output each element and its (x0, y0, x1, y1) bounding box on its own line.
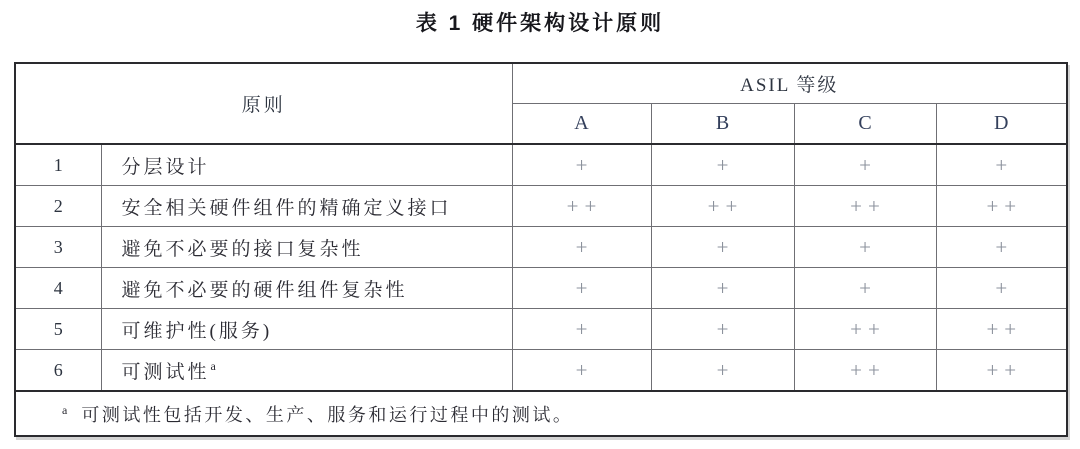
footnote-row (15, 391, 1067, 436)
footnote-marker: a (62, 402, 68, 417)
table-row-6 (15, 350, 1067, 392)
principle-cell: 避免不必要的硬件组件复杂性 (101, 268, 512, 309)
row-number: 5 (15, 309, 101, 350)
asil-c-value: + (794, 144, 936, 186)
asil-d-value: ++ (936, 186, 1067, 227)
asil-level-header-b: B (651, 104, 794, 145)
principle-column-header: 原则 (15, 63, 512, 144)
asil-c-value: ++ (794, 186, 936, 227)
principle-cell: 可测试性$^a$ (101, 350, 512, 392)
asil-c-value: ++ (794, 309, 936, 350)
asil-d-value: ++ (936, 350, 1067, 392)
asil-b-value: + (651, 350, 794, 392)
row-number: 4 (15, 268, 101, 309)
asil-c-value: ++ (794, 350, 936, 392)
table-row-1 (15, 144, 1067, 186)
asil-a-value: + (512, 227, 651, 268)
asil-d-value: + (936, 268, 1067, 309)
row-number: 2 (15, 186, 101, 227)
table-row-3 (15, 227, 1067, 268)
table-caption: 表 1 硬件架构设计原则 (415, 12, 665, 35)
asil-b-value: + (651, 227, 794, 268)
table-footnote (15, 391, 1067, 436)
asil-c-value: + (794, 268, 936, 309)
asil-a-value: + (512, 268, 651, 309)
table-row-4 (15, 268, 1067, 309)
table-row-2 (15, 186, 1067, 227)
principle-cell: 安全相关硬件组件的精确定义接口 (101, 186, 512, 227)
asil-a-value: + (512, 144, 651, 186)
row-number: 6 (15, 350, 101, 392)
asil-group-header: ASIL 等级 (512, 63, 1067, 104)
asil-b-value: + (651, 268, 794, 309)
principle-cell: 可维护性(服务) (101, 309, 512, 350)
asil-a-value: + (512, 350, 651, 392)
principle-cell: 分层设计 (101, 144, 512, 186)
footnote-reference-marker: a (210, 359, 216, 374)
table-row-5 (15, 309, 1067, 350)
row-number: 1 (15, 144, 101, 186)
principle-cell: 避免不必要的接口复杂性 (101, 227, 512, 268)
row-number: 3 (15, 227, 101, 268)
asil-b-value: + (651, 309, 794, 350)
asil-d-value: + (936, 144, 1067, 186)
asil-level-header-a: A (512, 104, 651, 145)
asil-b-value: ++ (651, 186, 794, 227)
header-row-top (15, 63, 1067, 104)
asil-d-value: ++ (936, 309, 1067, 350)
hardware-architecture-principles-table (14, 62, 1068, 437)
footnote-text: 可测试性包括开发、生产、服务和运行过程中的测试。 (81, 404, 574, 425)
asil-level-header-c: C (794, 104, 936, 145)
asil-d-value: + (936, 227, 1067, 268)
asil-level-header-d: D (936, 104, 1067, 145)
asil-b-value: + (651, 144, 794, 186)
asil-c-value: + (794, 227, 936, 268)
asil-a-value: ++ (512, 186, 651, 227)
asil-a-value: + (512, 309, 651, 350)
